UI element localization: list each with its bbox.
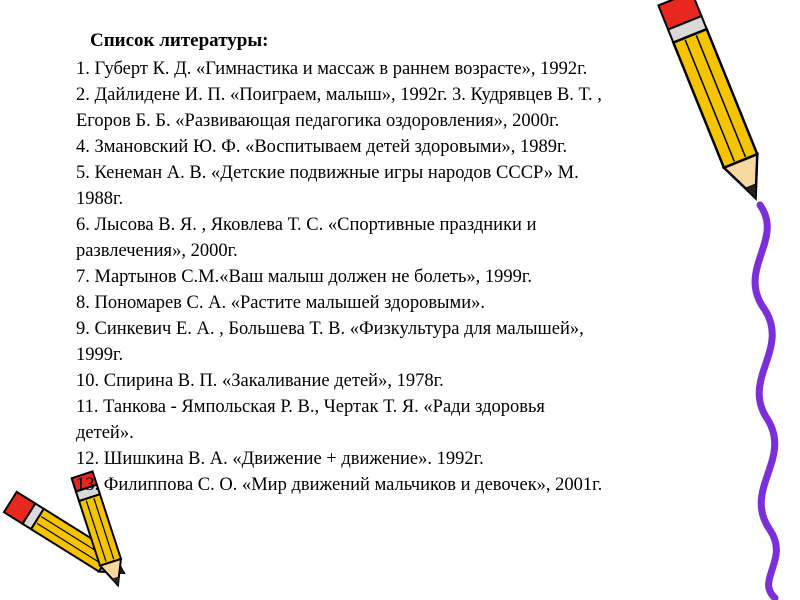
list-item: Егоров Б. Б. «Развивающая педагогика оздоровления», 2000г. xyxy=(76,111,560,131)
list-item: 6. Лысова В. Я. , Яковлева Т. С. «Спортивные праздники и xyxy=(76,215,537,235)
list-item: развлечения», 2000г. xyxy=(76,241,238,261)
list-item: 5. Кенеман А. В. «Детские подвижные игры народов СССР» М. xyxy=(76,163,579,183)
list-item: 8. Пономарев С. А. «Растите малышей здоровыми». xyxy=(76,293,485,313)
bibliography-list xyxy=(76,56,724,498)
list-item: детей». xyxy=(76,423,134,443)
squiggle-line-icon xyxy=(730,200,800,600)
list-item: 2. Дайлидене И. П. «Поиграем, малыш», 1992г. 3. Кудрявцев В. Т. , xyxy=(76,85,602,105)
list-item: 13. Филиппова С. О. «Мир движений мальчиков и девочек», 2001г. xyxy=(76,475,603,495)
slide-title: Список литературы: xyxy=(90,30,269,51)
list-item: 9. Синкевич Е. А. , Большева Т. В. «Физкультура для малышей», xyxy=(76,319,584,339)
list-item: 1. Губерт К. Д. «Гимнастика и массаж в раннем возрасте», 1992г. xyxy=(76,59,588,79)
list-item: 10. Спирина В. П. «Закаливание детей», 1978г. xyxy=(76,371,444,391)
list-item: 4. Змановский Ю. Ф. «Воспитываем детей здоровыми», 1989г. xyxy=(76,137,568,157)
list-item: 11. Танкова - Ямпольская Р. В., Чертак Т. Я. «Ради здоровья xyxy=(76,397,545,417)
list-item: 7. Мартынов С.М.«Ваш малыш должен не болеть», 1999г. xyxy=(76,267,533,287)
list-item: 1988г. xyxy=(76,189,124,209)
list-item: 1999г. xyxy=(76,345,124,365)
list-item: 12. Шишкина В. А. «Движение + движение». 1992г. xyxy=(76,449,484,469)
